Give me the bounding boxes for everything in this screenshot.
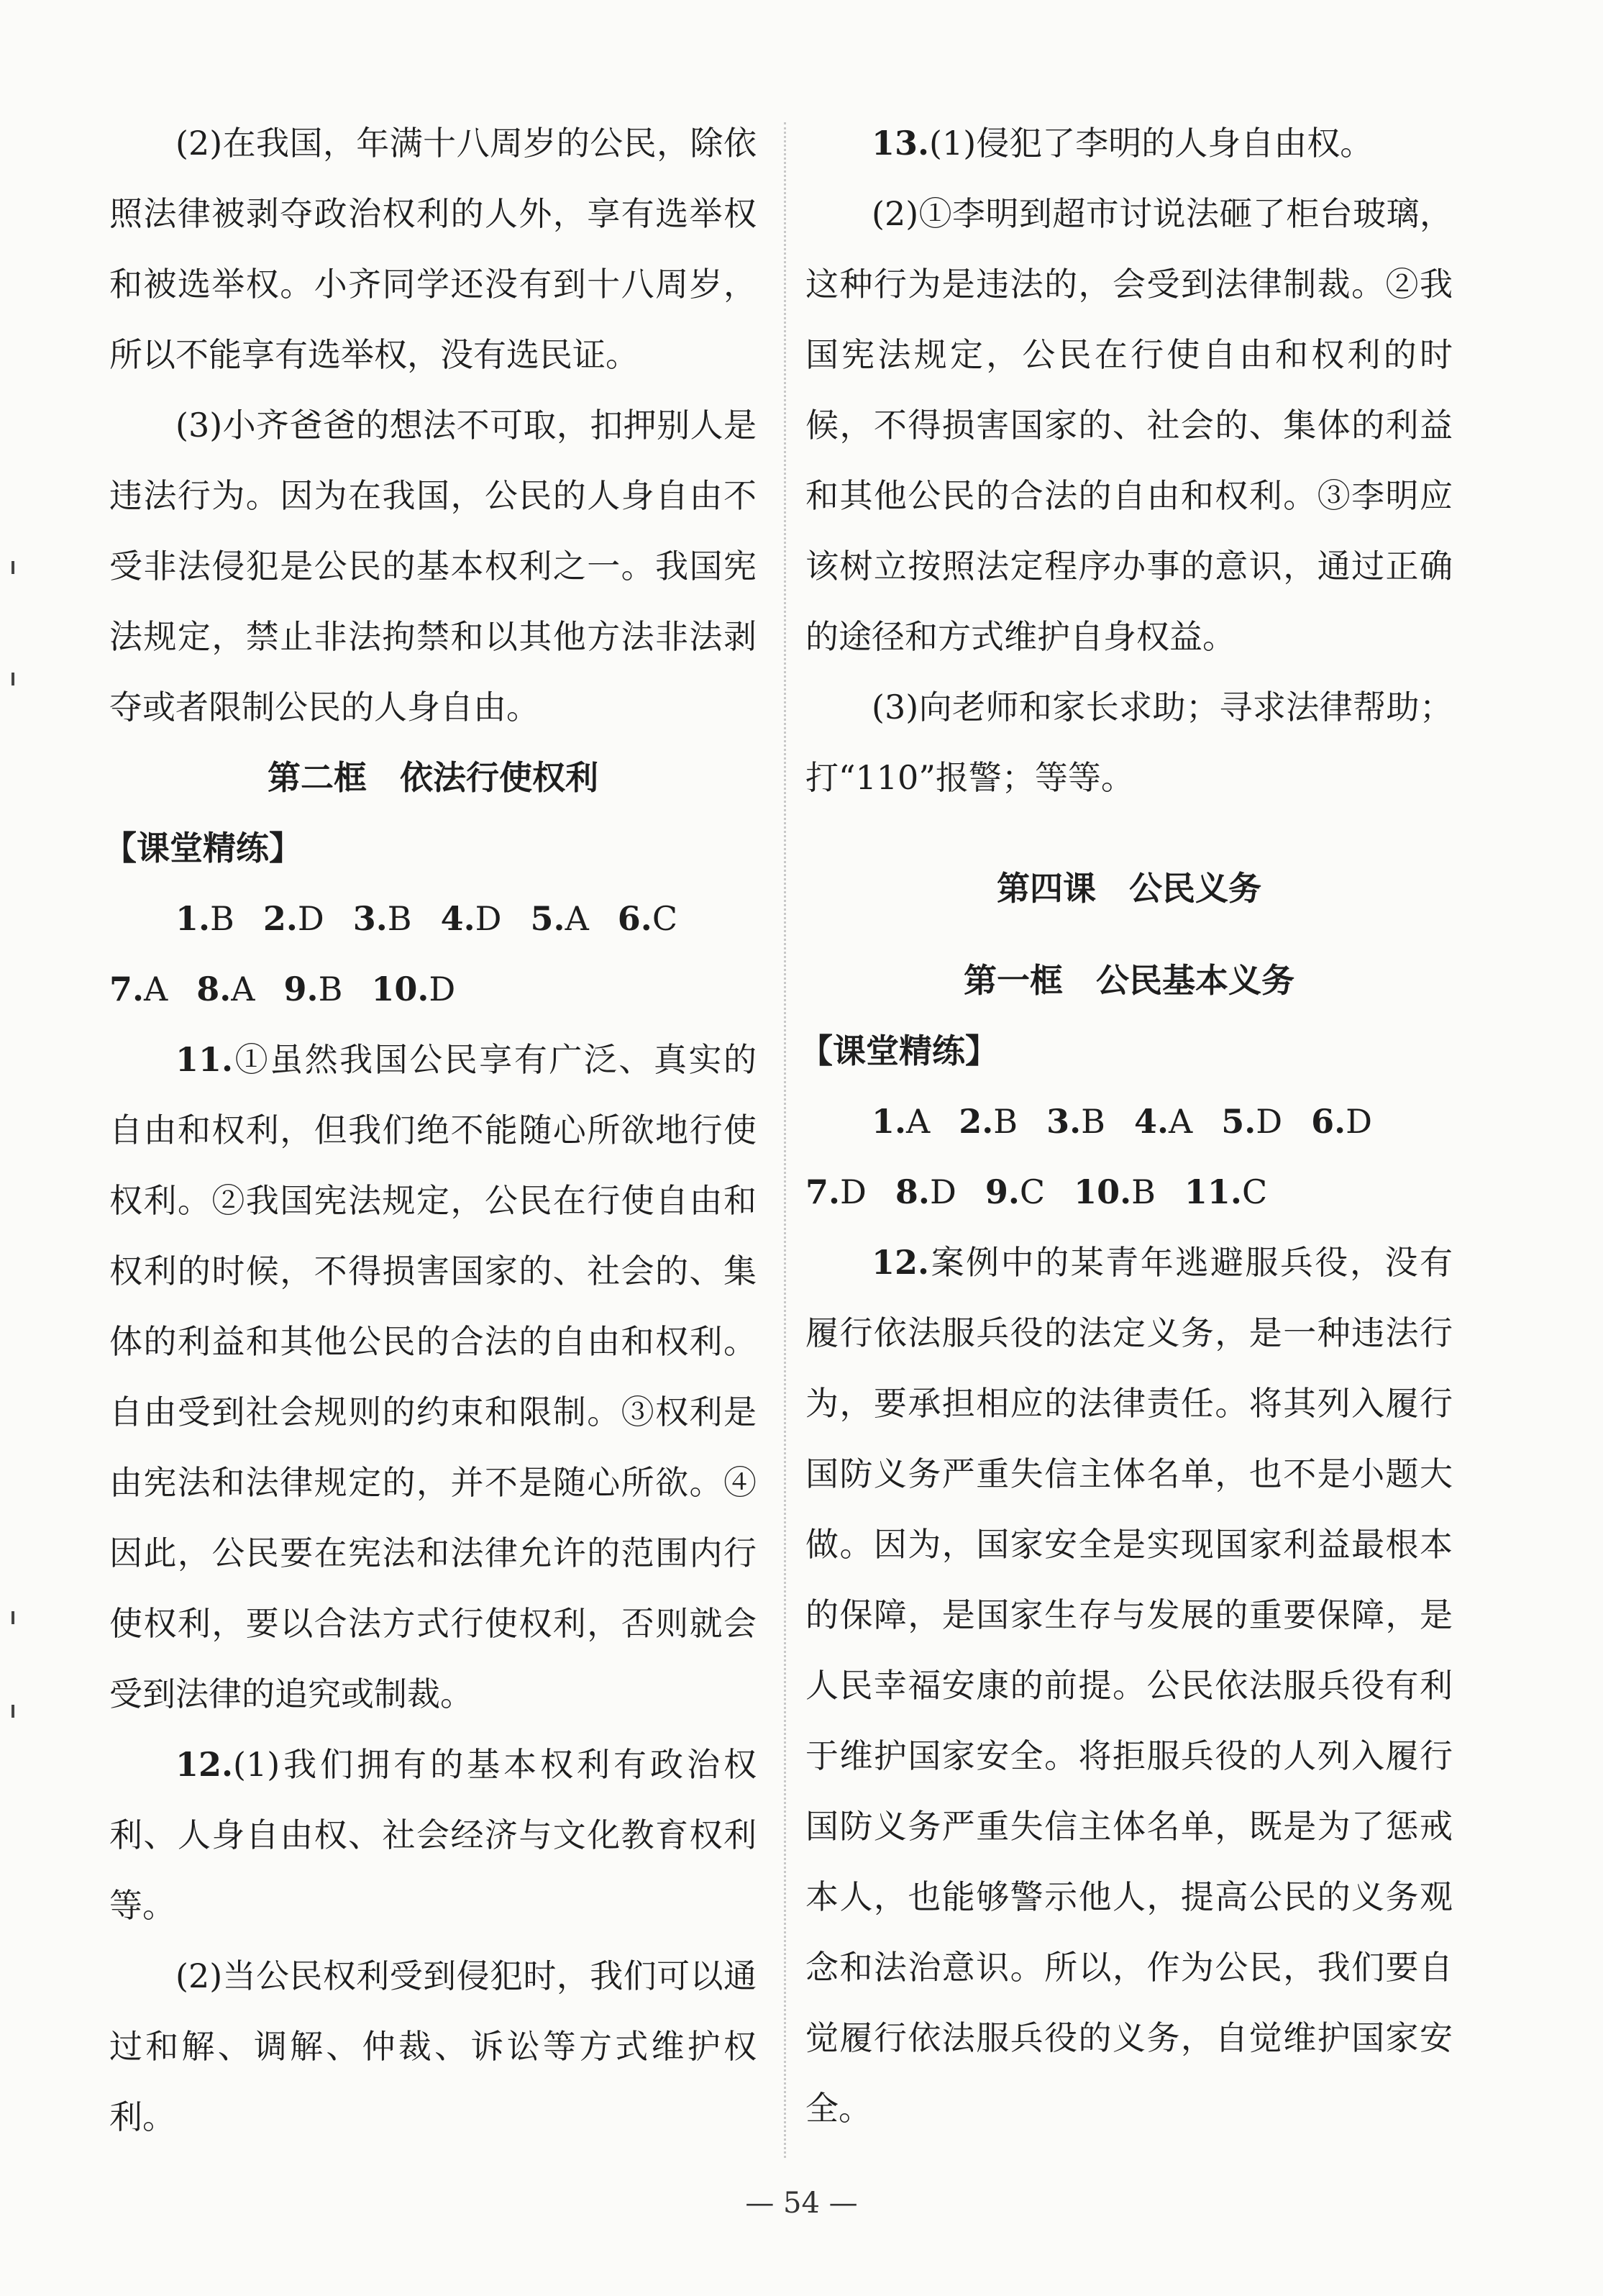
choice-answer [1046, 1086, 1105, 1157]
choice-number: 6. [1311, 1102, 1346, 1141]
choice-number: 9. [283, 970, 319, 1008]
choice-letter: C [1019, 1172, 1046, 1211]
choice-letter: B [318, 970, 343, 1008]
choice-answer [109, 954, 168, 1024]
choice-answer [1184, 1157, 1267, 1227]
choice-number: 10. [371, 970, 429, 1008]
choice-number: 1. [872, 1102, 907, 1141]
lesson-title: 第四课 公民义务 [997, 869, 1261, 908]
choice-answer [371, 954, 455, 1024]
choice-number: 10. [1074, 1172, 1132, 1211]
choice-letter: D [297, 899, 324, 938]
section-tag: 【课堂精练】 [800, 1031, 998, 1070]
choice-number: 9. [985, 1172, 1020, 1211]
answer-row [109, 883, 757, 954]
choice-number: 3. [1046, 1102, 1082, 1141]
answer-row [805, 1086, 1453, 1157]
choice-letter: D [1346, 1102, 1373, 1141]
answer-paragraph: (3)向老师和家长求助；寻求法律帮助；打“110”报警；等等。 [805, 688, 1453, 797]
choice-answer [196, 954, 255, 1024]
question-number: 12. [872, 1243, 930, 1282]
page-number: — 54 — [745, 2187, 858, 2220]
choice-answer [872, 1086, 930, 1157]
choice-number: 8. [196, 970, 232, 1008]
choice-letter: A [1168, 1102, 1193, 1141]
choice-number: 6. [617, 899, 652, 938]
choice-answer [1311, 1086, 1372, 1157]
scan-mark [12, 673, 14, 685]
choice-answer [531, 883, 589, 954]
choice-letter: D [429, 970, 456, 1008]
choice-answer [175, 883, 234, 954]
answer-paragraph: (2)当公民权利受到侵犯时，我们可以通过和解、调解、仲裁、诉讼等方式维护权利。 [109, 1956, 757, 2136]
choice-number: 7. [805, 1172, 841, 1211]
choice-number: 8. [895, 1172, 930, 1211]
choice-number: 4. [440, 899, 475, 938]
choice-letter: B [210, 899, 234, 938]
choice-answer [263, 883, 324, 954]
question-number: 13. [872, 124, 930, 163]
choice-letter: D [929, 1172, 956, 1211]
answer-paragraph: (2)①李明到超市讨说法砸了柜台玻璃，这种行为是违法的，会受到法律制裁。②我国宪法规定，公民在行使自由和权利的时候，不得损害国家的、社会的、集体的利益和其他公民的合法的自由和权利。③李明应该树立按照法定程序办事的意识，通过正确的途径和方式维护自身权益。 [805, 194, 1453, 656]
choice-letter: D [840, 1172, 867, 1211]
choice-answer [353, 883, 412, 954]
answer-text: (1)侵犯了李明的人身自由权。 [929, 124, 1374, 163]
choice-letter: D [475, 899, 502, 938]
choice-number: 7. [109, 970, 145, 1008]
scan-mark [12, 561, 14, 574]
choice-letter: B [993, 1102, 1018, 1141]
choice-answer [441, 883, 502, 954]
choice-letter: A [231, 970, 255, 1008]
choice-answer [1221, 1086, 1282, 1157]
choice-number: 3. [352, 899, 388, 938]
choice-answer [1134, 1086, 1192, 1157]
choice-letter: C [1241, 1172, 1268, 1211]
scan-mark [12, 1705, 14, 1718]
choice-number: 2. [262, 899, 298, 938]
choice-number: 5. [1221, 1102, 1256, 1141]
choice-answer [895, 1157, 956, 1227]
choice-letter: D [1256, 1102, 1283, 1141]
choice-answer [985, 1157, 1045, 1227]
answer-paragraph: (2)在我国，年满十八周岁的公民，除依照法律被剥夺政治权利的人外，享有选举权和被选举权。小齐同学还没有到十八周岁，所以不能享有选举权，没有选民证。 [109, 124, 757, 374]
section-title: 第二框 依法行使权利 [268, 758, 598, 797]
choice-number: 4. [1133, 1102, 1169, 1141]
choice-letter: A [565, 899, 589, 938]
choice-letter: B [387, 899, 412, 938]
question-number: 11. [175, 1040, 234, 1079]
right-column [800, 108, 1453, 2144]
answer-text: ①虽然我国公民享有广泛、真实的自由和权利，但我们绝不能随心所欲地行使权利。②我国宪法规定，公民在行使自由和权利的时候，不得损害国家的、社会的、集体的利益和其他公民的合法的自由和权利。自由受到社会规则的约束和限制。③权利是由宪法和法律规定的，并不是随心所欲。④因此，公民要在宪法和法律允许的范围内行使权利，要以合法方式行使权利，否则就会受到法律的追究或制裁。 [109, 1040, 757, 1713]
answer-paragraph: (3)小齐爸爸的想法不可取，扣押别人是违法行为。因为在我国，公民的人身自由不受非法侵犯是公民的基本权利之一。我国宪法规定，禁止非法拘禁和以其他方法非法剥夺或者限制公民的人身自由。 [109, 406, 757, 726]
choice-answer [959, 1086, 1018, 1157]
answer-row [805, 1157, 1453, 1227]
section-title: 第一框 公民基本义务 [964, 961, 1294, 1000]
choice-letter: A [144, 970, 168, 1008]
choice-number: 2. [959, 1102, 994, 1141]
choice-answer [805, 1157, 867, 1227]
choice-answer [284, 954, 343, 1024]
section-tag: 【课堂精练】 [104, 829, 302, 867]
answer-text: (1)我们拥有的基本权利有政治权利、人身自由权、社会经济与文化教育权利等。 [109, 1745, 757, 1925]
column-divider [784, 122, 786, 2158]
question-number: 12. [175, 1745, 234, 1784]
scan-mark [12, 1611, 14, 1624]
choice-number: 5. [530, 899, 565, 938]
answer-text: 案例中的某青年逃避服兵役，没有履行依法服兵役的法定义务，是一种违法行为，要承担相应的法律责任。将其列入履行国防义务严重失信主体名单，也不是小题大做。因为，国家安全是实现国家利益最根本的保障，是国家生存与发展的重要保障，是人民幸福安康的前提。公民依法服兵役有利于维护国家安全。将拒服兵役的人列入履行国防义务严重失信主体名单，既是为了惩戒本人，也能够警示他人，提高公民的义务观念和法治意识。所以，作为公民，我们要自觉履行依法服兵役的义务，自觉维护国家安全。 [805, 1243, 1453, 2128]
choice-number: 1. [175, 899, 211, 938]
left-column [104, 108, 757, 2152]
choice-number: 11. [1184, 1172, 1242, 1211]
choice-letter: A [906, 1102, 931, 1141]
answer-row [109, 954, 757, 1024]
choice-answer [1074, 1157, 1156, 1227]
choice-answer [618, 883, 677, 954]
choice-letter: B [1131, 1172, 1156, 1211]
choice-letter: C [652, 899, 678, 938]
choice-letter: B [1081, 1102, 1105, 1141]
